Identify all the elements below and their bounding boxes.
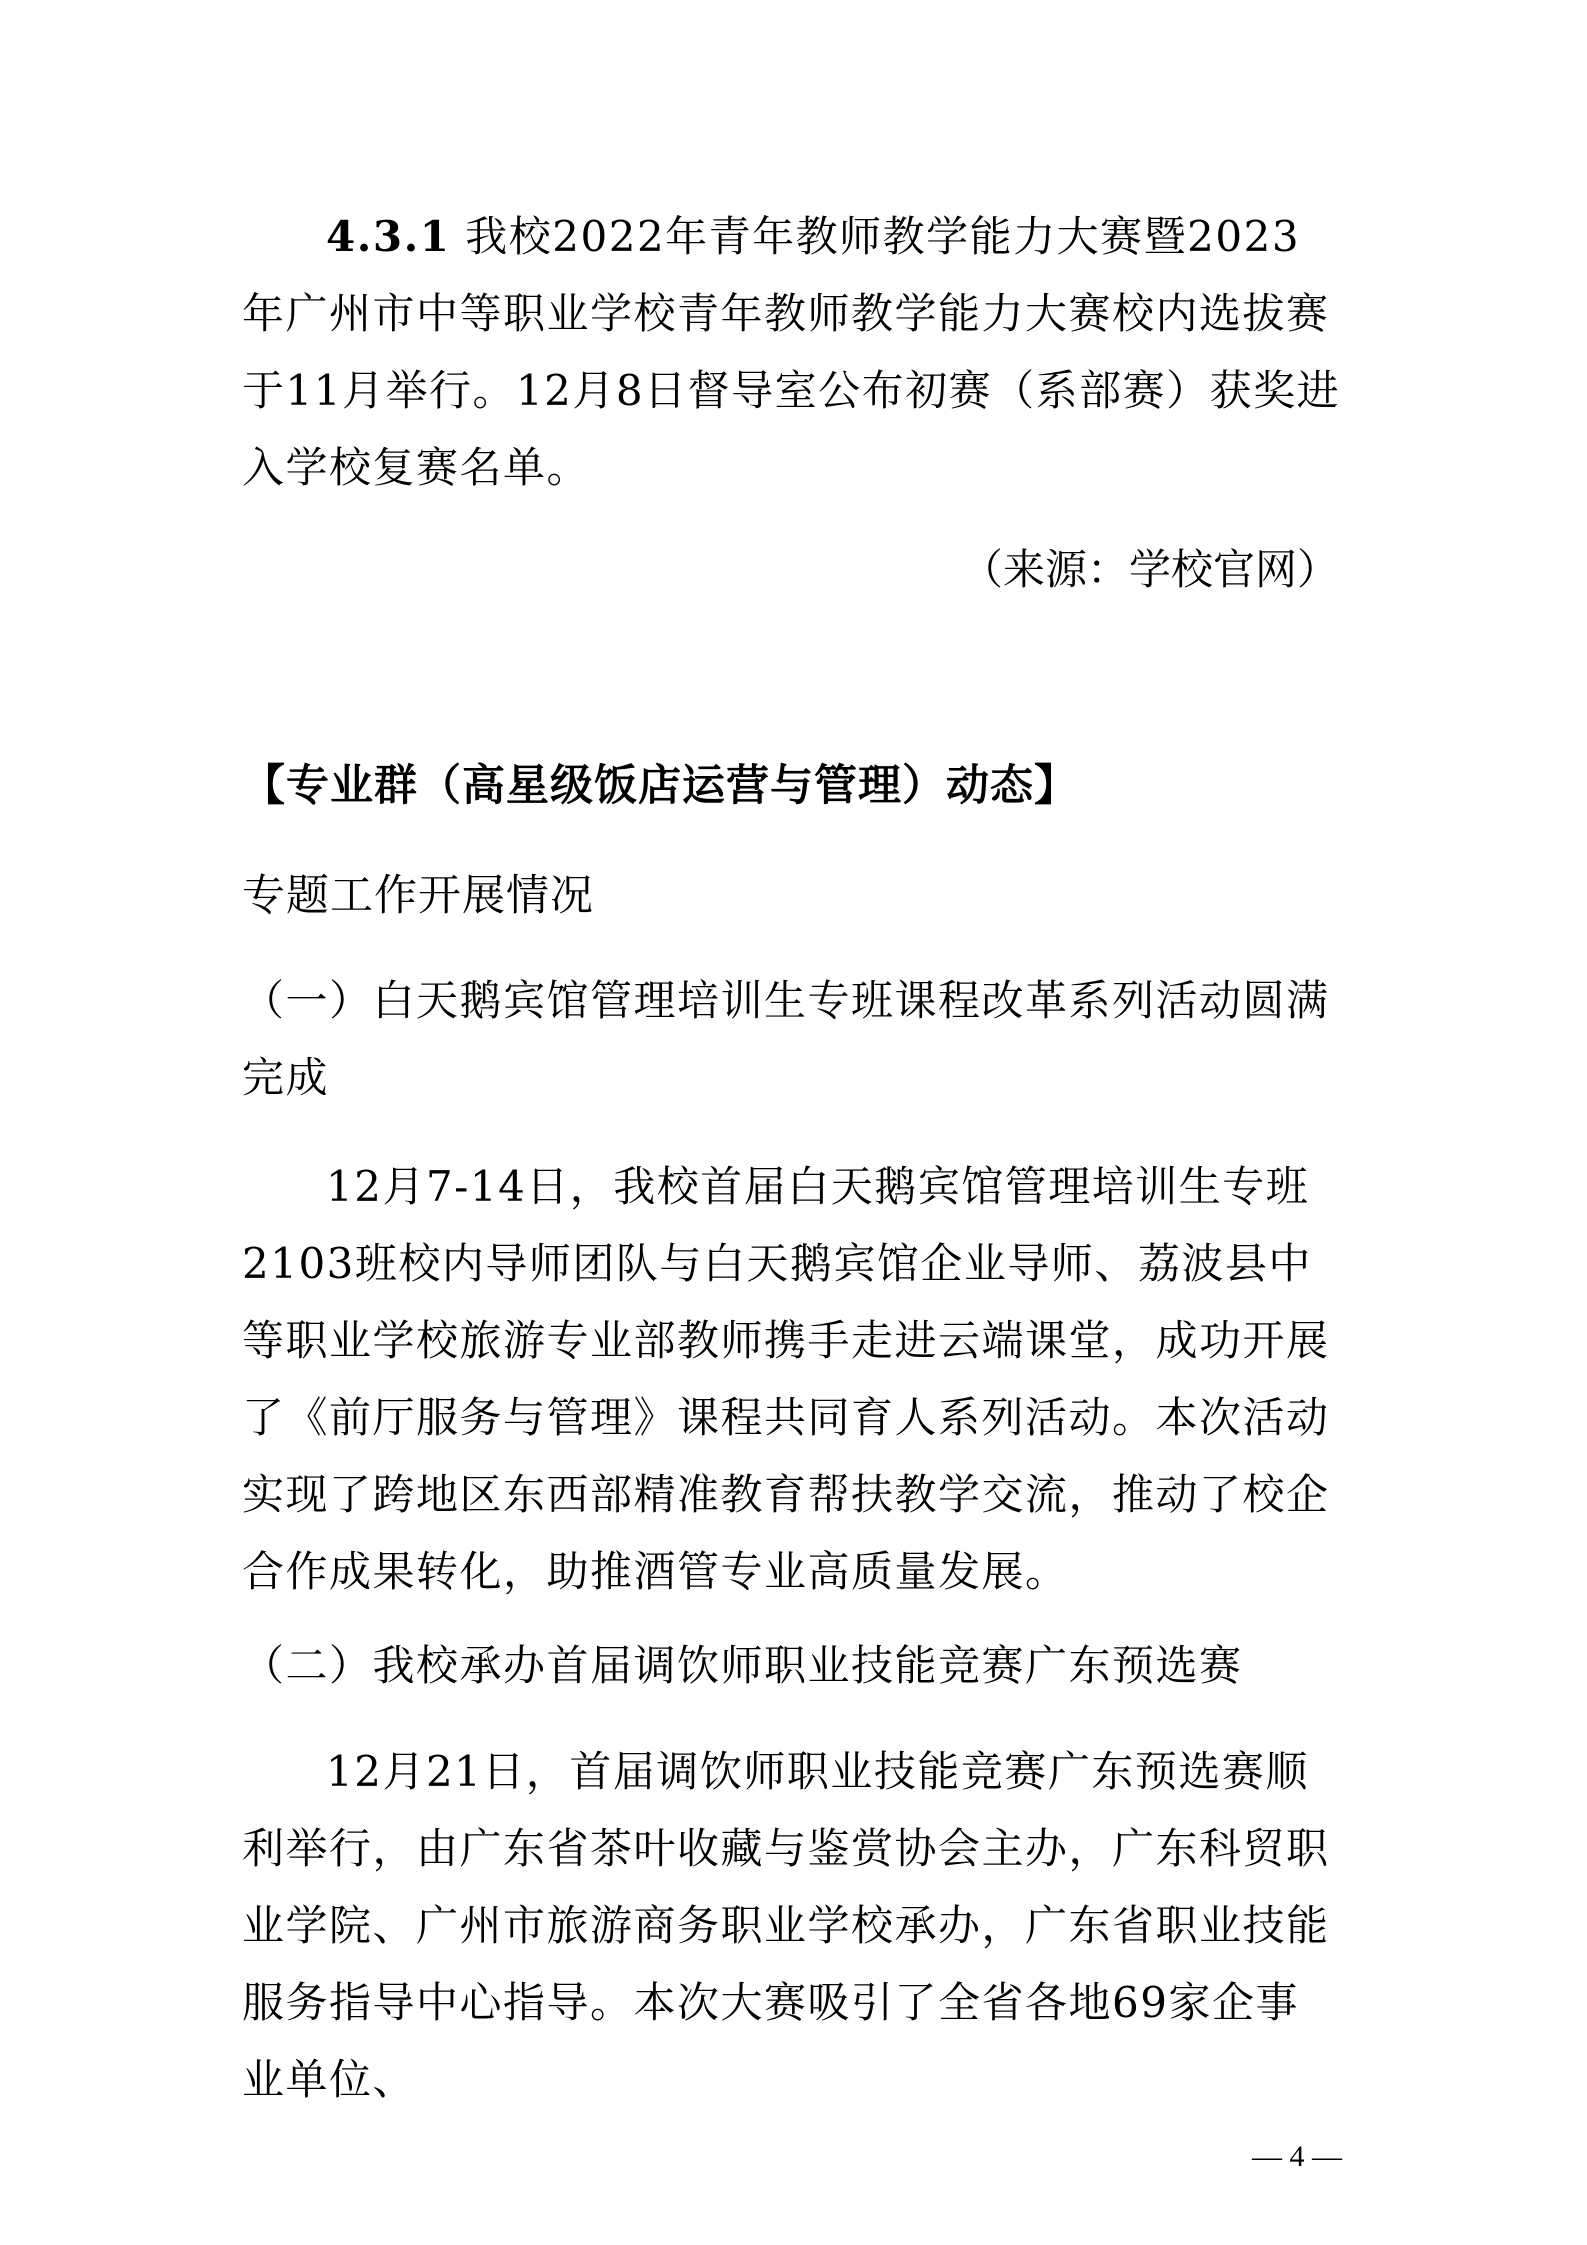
- section-number: 4.3.1: [326, 212, 451, 261]
- source-note: （来源：学校官网）: [960, 545, 1339, 594]
- paragraph-4-3-1: [242, 198, 1342, 506]
- subsection-title: 专题工作开展情况: [242, 871, 594, 921]
- paragraph-text: 我校2022年青年教师教学能力大赛暨2023年广州市中等职业学校青年教师教学能力大赛校内选拔赛于11月举行。12月8日督导室公布初赛（系部赛）获奖进入学校复赛名单。: [242, 212, 1341, 492]
- item-1-body: 12月7-14日，我校首届白天鹅宾馆管理培训生专班2103班校内导师团队与白天鹅宾馆企业导师、荔波县中等职业学校旅游专业部教师携手走进云端课堂，成功开展了《前厅服务与管理》课程共同育人系列活动。本次活动实现了跨地区东西部精准教育帮扶教学交流，推动了校企合作成果转化，助推酒管专业高质量发展。: [242, 1162, 1330, 1596]
- item-1-title: （一）白天鹅宾馆管理培训生专班课程改革系列活动圆满完成: [242, 976, 1330, 1102]
- page-number: — 4 —: [1252, 2140, 1342, 2173]
- item-2-body: 12月21日，首届调饮师职业技能竞赛广东预选赛顺利举行，由广东省茶叶收藏与鉴赏协会主办，广东科贸职业学院、广州市旅游商务职业学校承办，广东省职业技能服务指导中心指导。本次大赛吸引了全省各地69家企事业单位、: [242, 1747, 1330, 2104]
- item-2-title: （二）我校承办首届调饮师职业技能竞赛广东预选赛: [242, 1641, 1243, 1690]
- section-title: 【专业群（高星级饭店运营与管理）动态】: [242, 761, 1078, 811]
